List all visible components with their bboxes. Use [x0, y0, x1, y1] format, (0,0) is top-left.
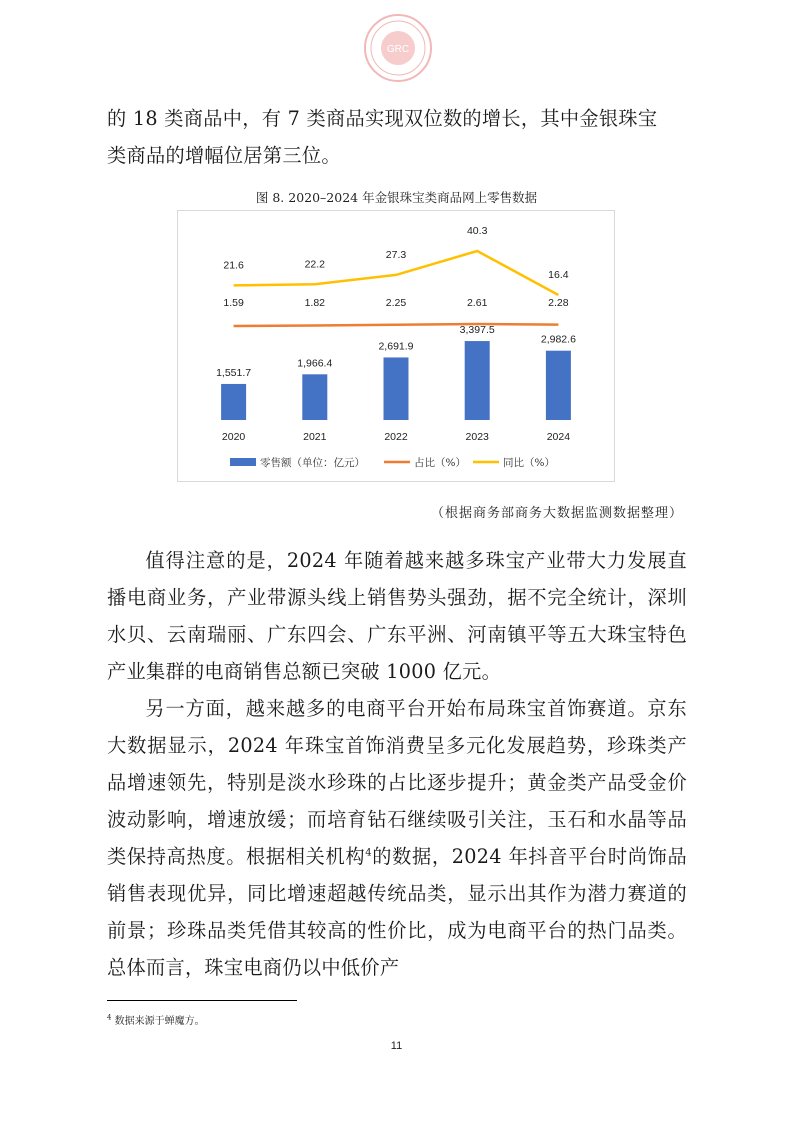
footnote-ref[interactable]: 4	[365, 847, 372, 859]
footnote-mark: 4	[107, 1013, 112, 1022]
bar-2024	[546, 351, 571, 420]
bar-2023	[465, 341, 490, 420]
x-tick-2023: 2023	[465, 431, 489, 443]
x-tick-2020: 2020	[221, 431, 246, 443]
bar-label-2023: 3,397.5	[459, 324, 495, 337]
yoy-label-2020: 21.6	[223, 259, 244, 272]
yoy-label-2022: 27.3	[385, 248, 407, 261]
body-text	[107, 542, 687, 986]
share-label-2020: 1.59	[223, 297, 244, 309]
bar-2021	[302, 374, 327, 420]
yoy-label-2024: 16.4	[548, 269, 569, 281]
bar-label-2024: 2,982.6	[540, 333, 576, 346]
yoy-label-2021: 22.2	[304, 258, 326, 271]
intro-line-2: 类商品的增幅位居第三位。	[107, 144, 341, 167]
x-tick-2024: 2024	[546, 431, 571, 443]
footnote-text: 数据来源于蝉魔方。	[114, 1016, 205, 1027]
retail-chart	[177, 210, 615, 482]
share-label-2021: 1.82	[304, 297, 326, 309]
paragraph-platforms-a: 另一方面，越来越多的电商平台开始布局珠宝首饰赛道。京东大数据显示，2024 年珠宝首饰消费呈多元化发展趋势，珍珠类产品增速领先，特别是淡水珍珠的占比逐步提升；黄金类产品受金价波动影响，增速放缓；而培育钻石继续吸引关注，玉石和水晶等品类保持高热度。根据相关机构	[107, 697, 687, 868]
bar-2020	[221, 384, 246, 420]
footnote	[107, 1012, 205, 1027]
bar-label-2020: 1,551.7	[216, 366, 252, 379]
share-label-2024: 2.28	[548, 297, 569, 309]
paragraph-livestream: 值得注意的是，2024 年随着越来越多珠宝产业带大力发展直播电商业务，产业带源头线上销售势头强劲，据不完全统计，深圳水贝、云南瑞丽、广东四会、广东平洲、河南镇平等五大珠宝特色产业集群的电商销售总额已突破 1000 亿元。	[107, 549, 687, 683]
legend-retail-swatch	[230, 458, 256, 466]
organization-seal-logo	[363, 13, 433, 83]
yoy-label-2023: 40.3	[466, 225, 488, 237]
chart-svg	[178, 211, 614, 481]
figure-source: （根据商务部商务大数据监测数据整理）	[430, 506, 683, 521]
x-tick-2022: 2022	[384, 431, 408, 443]
legend-share-label: 占比（%）	[414, 457, 466, 469]
figure-title: 图 8. 2020–2024 年金银珠宝类商品网上零售数据	[255, 190, 538, 205]
footnote-divider	[107, 1000, 297, 1001]
share-line	[234, 324, 559, 326]
legend-yoy-label: 同比（%）	[503, 457, 555, 469]
bar-label-2021: 1,966.4	[297, 357, 333, 370]
legend-retail-label: 零售额（单位：亿元）	[260, 457, 365, 469]
paragraph-platforms-b: 的数据，2024 年抖音平台时尚饰品销售表现优异，同比增速超越传统品类，显示出其作为潜力赛道的前景；珍珠品类凭借其较高的性价比，成为电商平台的热门品类。总体而言，珠宝电商仍以中低价产	[107, 845, 687, 979]
bar-label-2022: 2,691.9	[378, 340, 414, 353]
page-number: 11	[390, 1040, 403, 1052]
share-label-2022: 2.25	[385, 297, 407, 309]
x-tick-2021: 2021	[303, 431, 327, 443]
paragraph-platforms	[107, 690, 687, 986]
share-label-2023: 2.61	[466, 297, 488, 309]
intro-line-1: 的 18 类商品中，有 7 类商品实现双位数的增长，其中金银珠宝	[107, 107, 658, 130]
seal-logo-text: GRC	[386, 44, 410, 55]
intro-paragraph	[107, 100, 687, 174]
bar-2022	[384, 357, 409, 420]
